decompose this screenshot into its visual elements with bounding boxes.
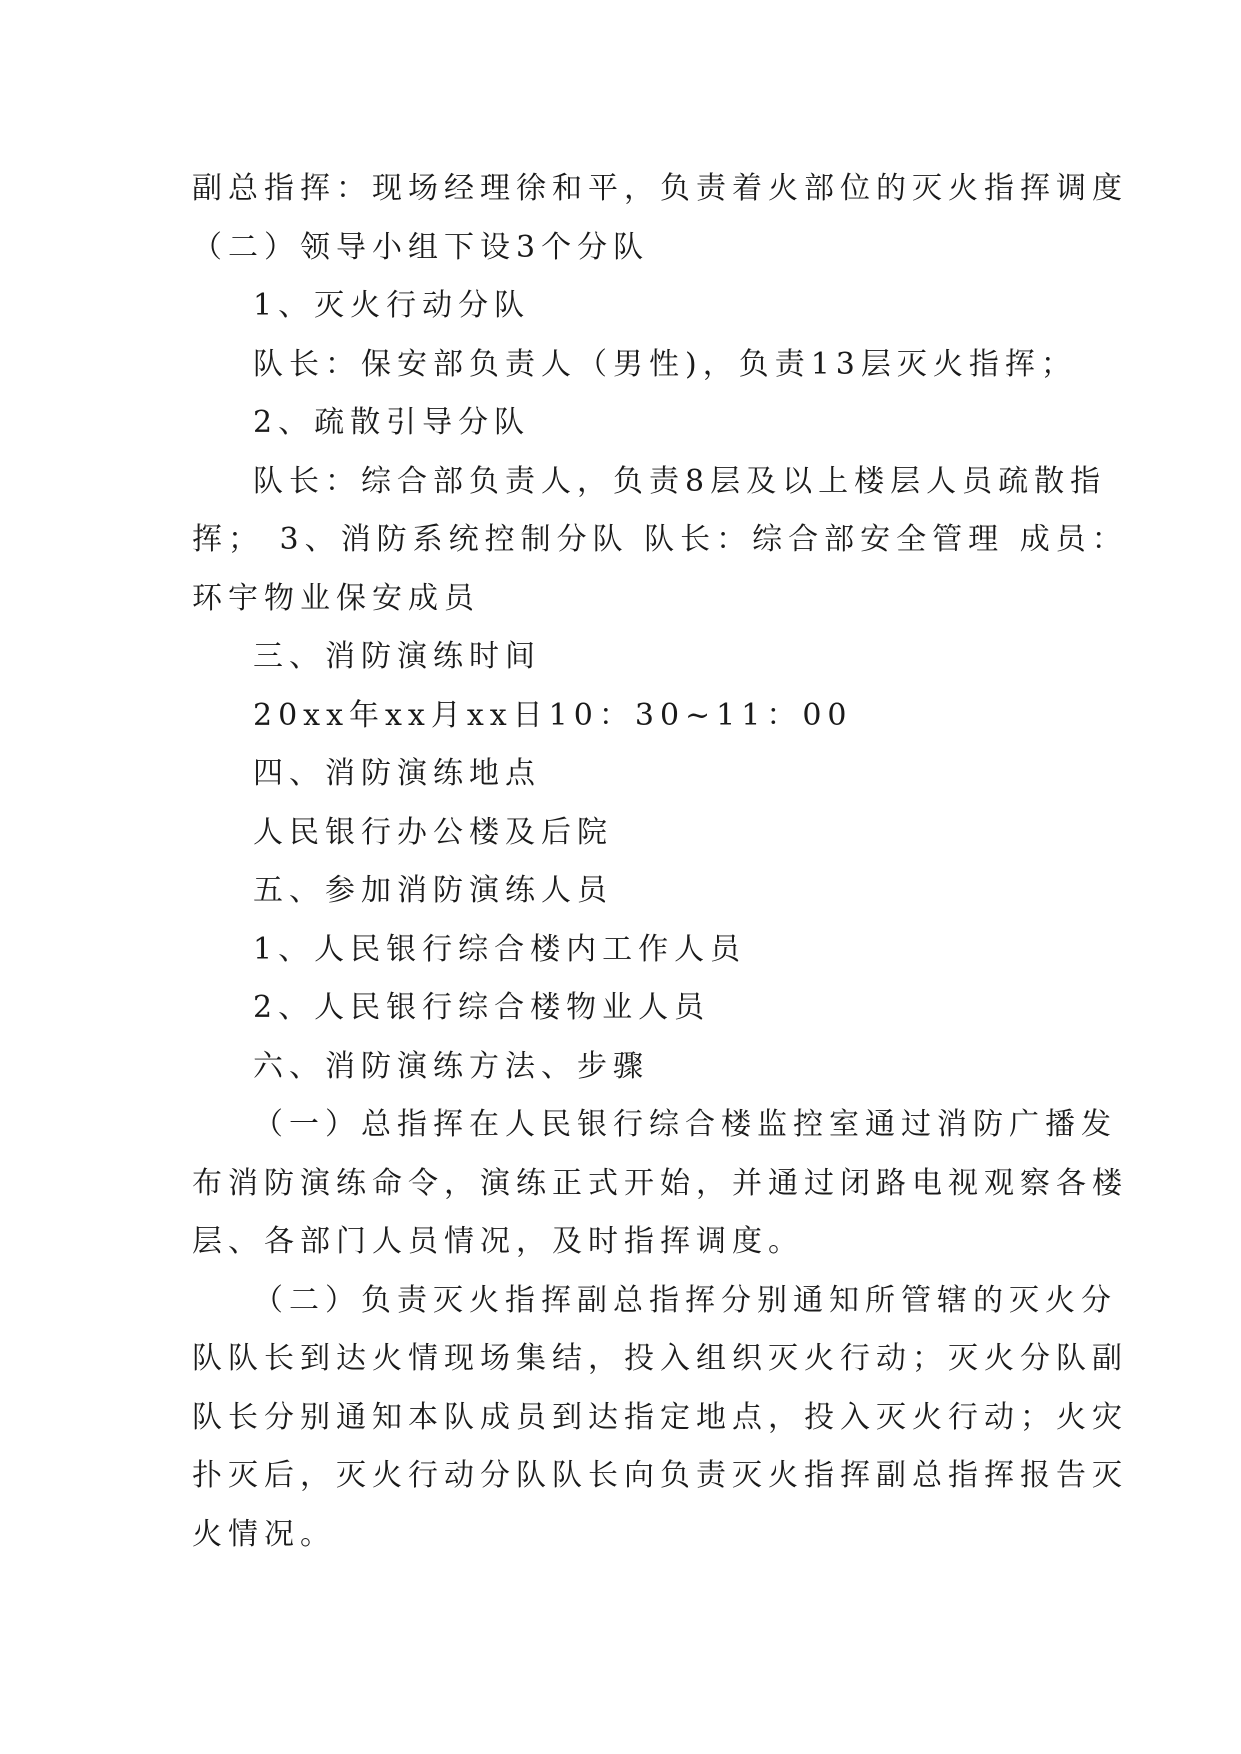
- list-item: 2、疏散引导分队: [253, 405, 531, 440]
- list-item: 1、灭火行动分队: [253, 288, 531, 323]
- section-heading: 六、消防演练方法、步骤: [253, 1048, 649, 1084]
- text-line: 挥； 3、消防系统控制分队 队长：综合部安全管理 成员：: [192, 522, 1128, 557]
- section-heading: 五、参加消防演练人员: [253, 873, 613, 908]
- text-line: 布消防演练命令，演练正式开始，并通过闭路电视观察各楼: [192, 1165, 1128, 1201]
- text-line: 队长分别通知本队成员到达指定地点，投入灭火行动；火灾: [192, 1399, 1128, 1435]
- text-line: 火情况。: [192, 1516, 336, 1552]
- list-item: 2、人民银行综合楼物业人员: [253, 990, 711, 1025]
- paragraph-start: （二）负责灭火指挥副总指挥分别通知所管辖的灭火分: [253, 1282, 1117, 1318]
- paragraph-start: （一）总指挥在人民银行综合楼监控室通过消防广播发: [253, 1107, 1117, 1142]
- text-line: 20xx年xx月xx日10：30~11：00: [253, 697, 853, 733]
- text-line: 队长：综合部负责人，负责8层及以上楼层人员疏散指: [253, 463, 1107, 499]
- section-heading: 四、消防演练地点: [253, 756, 541, 791]
- text-line: 人民银行办公楼及后院: [253, 814, 613, 850]
- list-item: 1、人民银行综合楼内工作人员: [253, 931, 747, 967]
- text-line: 层、各部门人员情况，及时指挥调度。: [192, 1224, 804, 1259]
- section-heading: 三、消防演练时间: [253, 639, 541, 674]
- section-heading: （二）领导小组下设3个分队: [192, 229, 650, 265]
- document-body: [192, 160, 1128, 1564]
- text-line: 副总指挥：现场经理徐和平，负责着火部位的灭火指挥调度: [192, 171, 1128, 206]
- text-line: 队长：保安部负责人（男性)，负责13层灭火指挥；: [253, 346, 1077, 382]
- text-line: 扑灭后，灭火行动分队队长向负责灭火指挥副总指挥报告灭: [192, 1458, 1128, 1493]
- text-line: 环宇物业保安成员: [192, 580, 480, 616]
- text-line: 队队长到达火情现场集结，投入组织灭火行动；灭火分队副: [192, 1341, 1128, 1376]
